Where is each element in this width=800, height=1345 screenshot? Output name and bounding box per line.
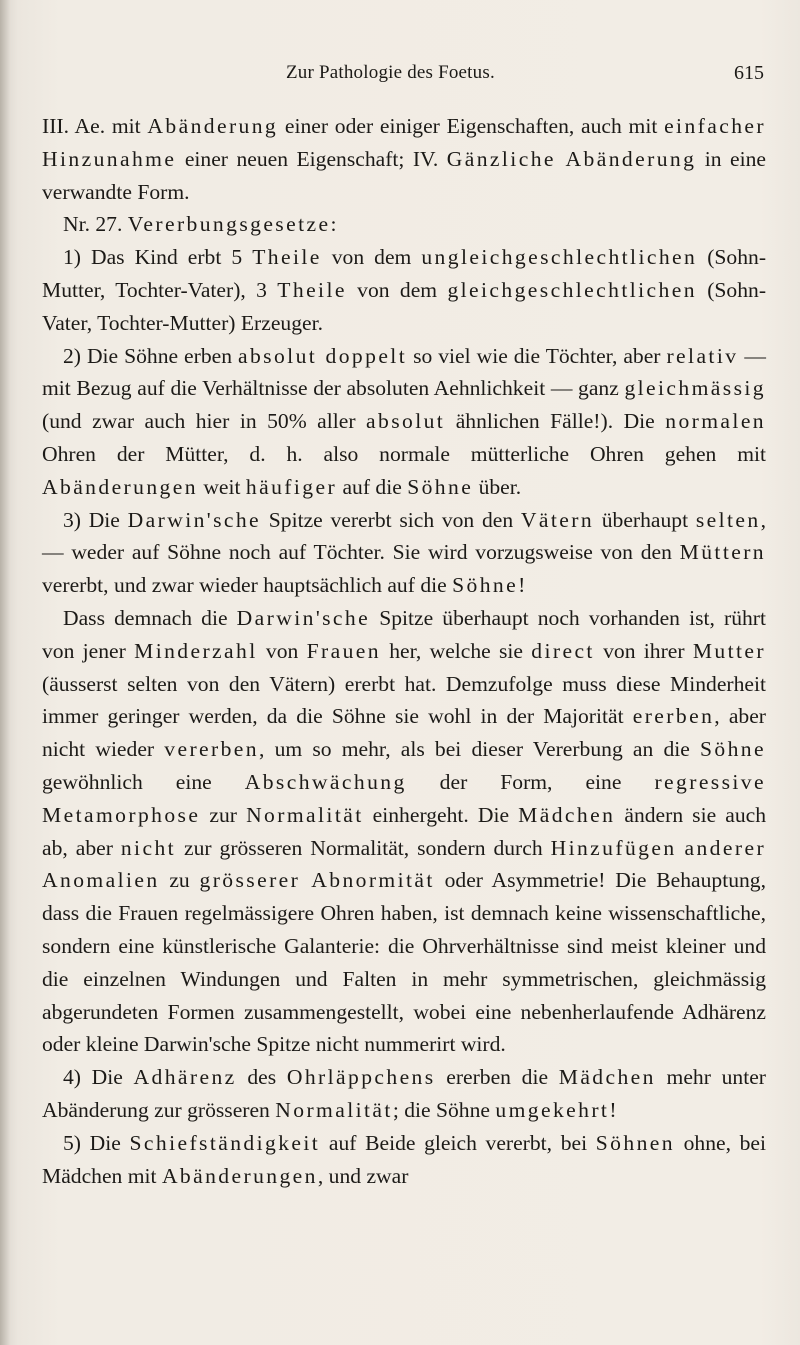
law-3: 3) Die Darwin'sche Spitze vererbt sich von den Vätern überhaupt selten, — weder auf Söhne noch auf Töchter. Sie wird vorzugsweise von den Müttern vererbt, und zwar wieder hauptsächlich auf die Söhne! [42,507,766,598]
paragraph-classification: III. Ae. mit Abänderung einer oder einiger Eigenschaften, auch mit einfacher Hinzunahme einer neuen Eigenschaft; IV. Gänzliche Abänderung in eine verwandte Form. [42,114,766,204]
law-2: 2) Die Söhne erben absolut doppelt so viel wie die Töchter, aber relativ — mit Bezug auf die Verhältnisse der absoluten Aehnlichkeit — ganz gleichmässig (und zwar auch hier in 50% aller absolut ähnlichen Fälle!). Die normalen Ohren der Mütter, d. h. also normale mütterliche Ohren gehen mit Abänderungen weit häufiger auf die Söhne über. [42,343,766,499]
law-1: 1) Das Kind erbt 5 Theile von dem ungleichgeschlechtlichen (Sohn-Mutter, Tochter-Vater), 3 Theile von dem gleichgeschlechtlichen (Sohn-Vater, Tochter-Mutter) Erzeuger. [42,245,767,335]
running-title: Zur Pathologie des Foetus. [286,62,495,83]
law-5: 5) Die Schiefständigkeit auf Beide gleich vererbt, bei Söhnen ohne, bei Mädchen mit Abänderungen, und zwar [42,1130,767,1188]
page-binding-edge [0,0,10,1345]
section-heading: Nr. 27. Vererbungsgesetze: [63,212,337,237]
law-4: 4) Die Adhärenz des Ohrläppchens ererben die Mädchen mehr unter Abänderung zur grösseren Normalität; die Söhne umgekehrt! [42,1065,766,1122]
discussion-paragraph: Dass demnach die Darwin'sche Spitze überhaupt noch vorhanden ist, rührt von jener Minderzahl von Frauen her, welche sie direct von ihrer Mutter (äusserst selten von den Vätern) ererbt hat. Demzufolge muss diese Minderheit immer geringer werden, da die Söhne sie wohl in der Majorität ererben, aber nicht wieder vererben, um so mehr, als bei dieser Vererbung an die Söhne gewöhnlich eine Abschwächung der Form, eine regressive Metamorphose zur Normalität einhergeht. Die Mädchen ändern sie auch ab, aber nicht zur grösseren Normalität, sondern durch Hinzufügen anderer Anomalien zu grösserer Abnormität oder Asymmetrie! Die Behauptung, dass die Frauen regelmässigere Ohren haben, ist demnach keine wissenschaftliche, sondern eine künstlerische Galanterie: die Ohrverhältnisse sind meist kleiner und die einzelnen Windungen und Falten in mehr symmetrischen, gleichmässig abgerundeten Formen zusammengestellt, wobei eine nebenherlaufende Adhärenz oder kleine Darwin'sche Spitze nicht nummerirt wird. [42,605,767,1057]
page-number: 615 [734,62,764,84]
page-header [0,62,800,92]
body-text [42,110,766,1192]
